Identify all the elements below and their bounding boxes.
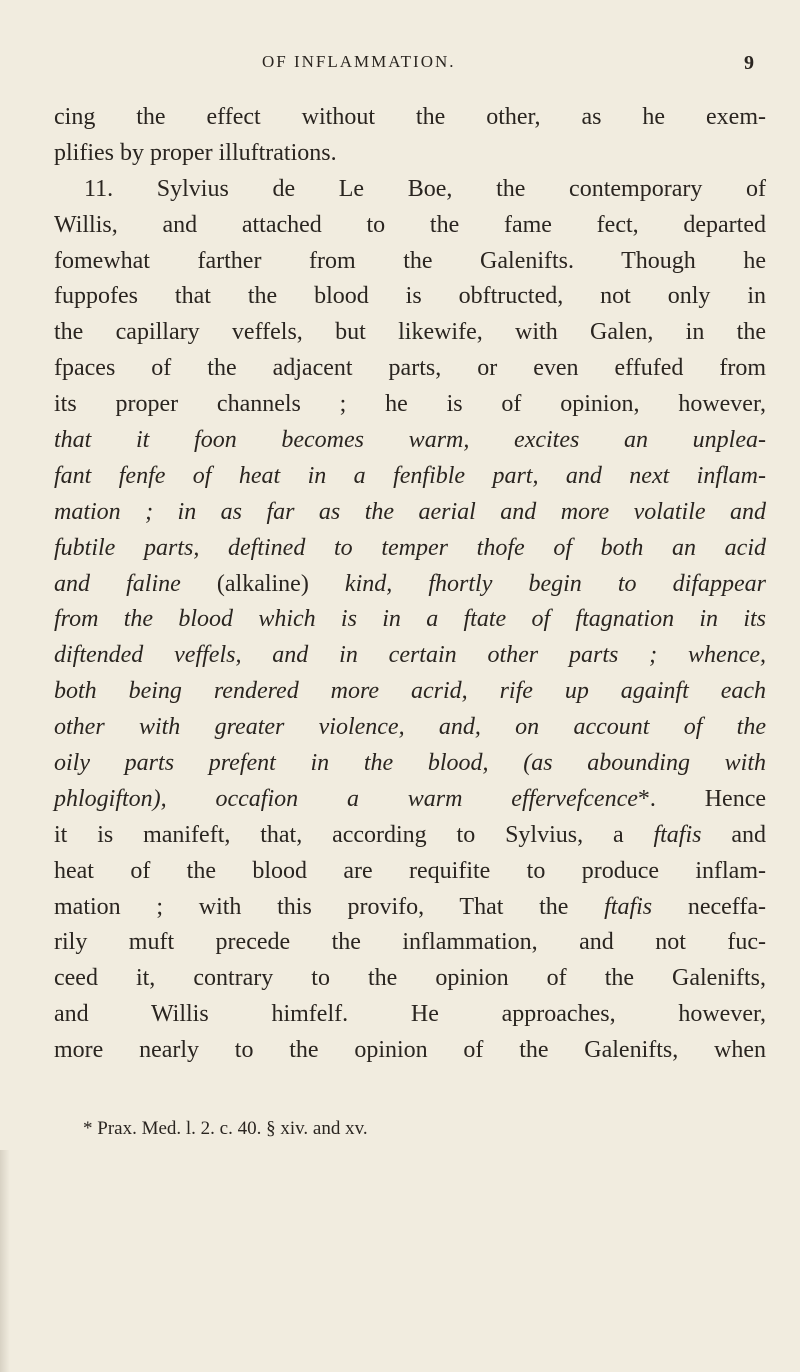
text-line: its proper channels ; he is of opinion, however,: [54, 391, 766, 418]
text-line: and Willis himfelf. He approaches, however,: [54, 1001, 766, 1028]
running-head: [0, 52, 800, 76]
text-line-italic: from the blood which is in a ftate of ftagnation in its: [54, 606, 766, 633]
text-line: fuppofes that the blood is obftructed, not only in: [54, 283, 766, 310]
body-text: [54, 100, 766, 1069]
paragraph-11-start: 11. Sylvius de Le Boe, the contemporary of: [84, 175, 766, 202]
text-line: Willis, and attached to the fame fect, departed: [54, 211, 766, 238]
text-line: heat of the blood are requifite to produce inflam-: [54, 857, 766, 884]
text-line-mixed: and faline (alkaline) kind, fhortly begin to difappear: [54, 570, 766, 597]
footnote: * Prax. Med. l. 2. c. 40. § xiv. and xv.: [83, 1118, 368, 1139]
text-line: more nearly to the opinion of the Galenifts, when: [54, 1037, 766, 1064]
text-line-mixed: mation ; with this provifo, That the ftafis neceffa-: [54, 893, 766, 920]
page-number: 9: [744, 52, 754, 74]
text-line: rily muft precede the inflammation, and not fuc-: [54, 929, 766, 956]
text-line: fomewhat farther from the Galenifts. Though he: [54, 247, 766, 274]
text-line-italic: oily parts prefent in the blood, (as abounding with: [54, 750, 766, 777]
text-line-mixed: phlogifton), occafion a warm effervefcence*. Hence: [54, 785, 766, 812]
text-line: cing the effect without the other, as he exem-: [54, 104, 766, 130]
text-line-italic: mation ; in as far as the aerial and more volatile and: [54, 498, 766, 525]
text-line: plifies by proper illuftrations.: [54, 139, 337, 166]
text-line: fpaces of the adjacent parts, or even effufed from: [54, 355, 766, 382]
text-line: the capillary veffels, but likewife, with Galen, in the: [54, 319, 766, 346]
text-line-italic: that it foon becomes warm, excites an unplea-: [54, 427, 766, 454]
running-title: OF INFLAMMATION.: [262, 52, 456, 71]
text-line-mixed: it is manifeft, that, according to Sylvius, a ftafis and: [54, 821, 766, 848]
text-line: ceed it, contrary to the opinion of the Galenifts,: [54, 965, 766, 992]
text-line-italic: other with greater violence, and, on account of the: [54, 714, 766, 741]
text-line-italic: fant fenfe of heat in a fenfible part, and next inflam-: [54, 462, 766, 489]
text-line-italic: diftended veffels, and in certain other parts ; whence,: [54, 642, 766, 669]
page-edge-shadow: [0, 1150, 10, 1372]
text-line-italic: fubtile parts, deftined to temper thofe of both an acid: [54, 534, 766, 561]
text-line-italic: both being rendered more acrid, rife up againft each: [54, 678, 766, 705]
